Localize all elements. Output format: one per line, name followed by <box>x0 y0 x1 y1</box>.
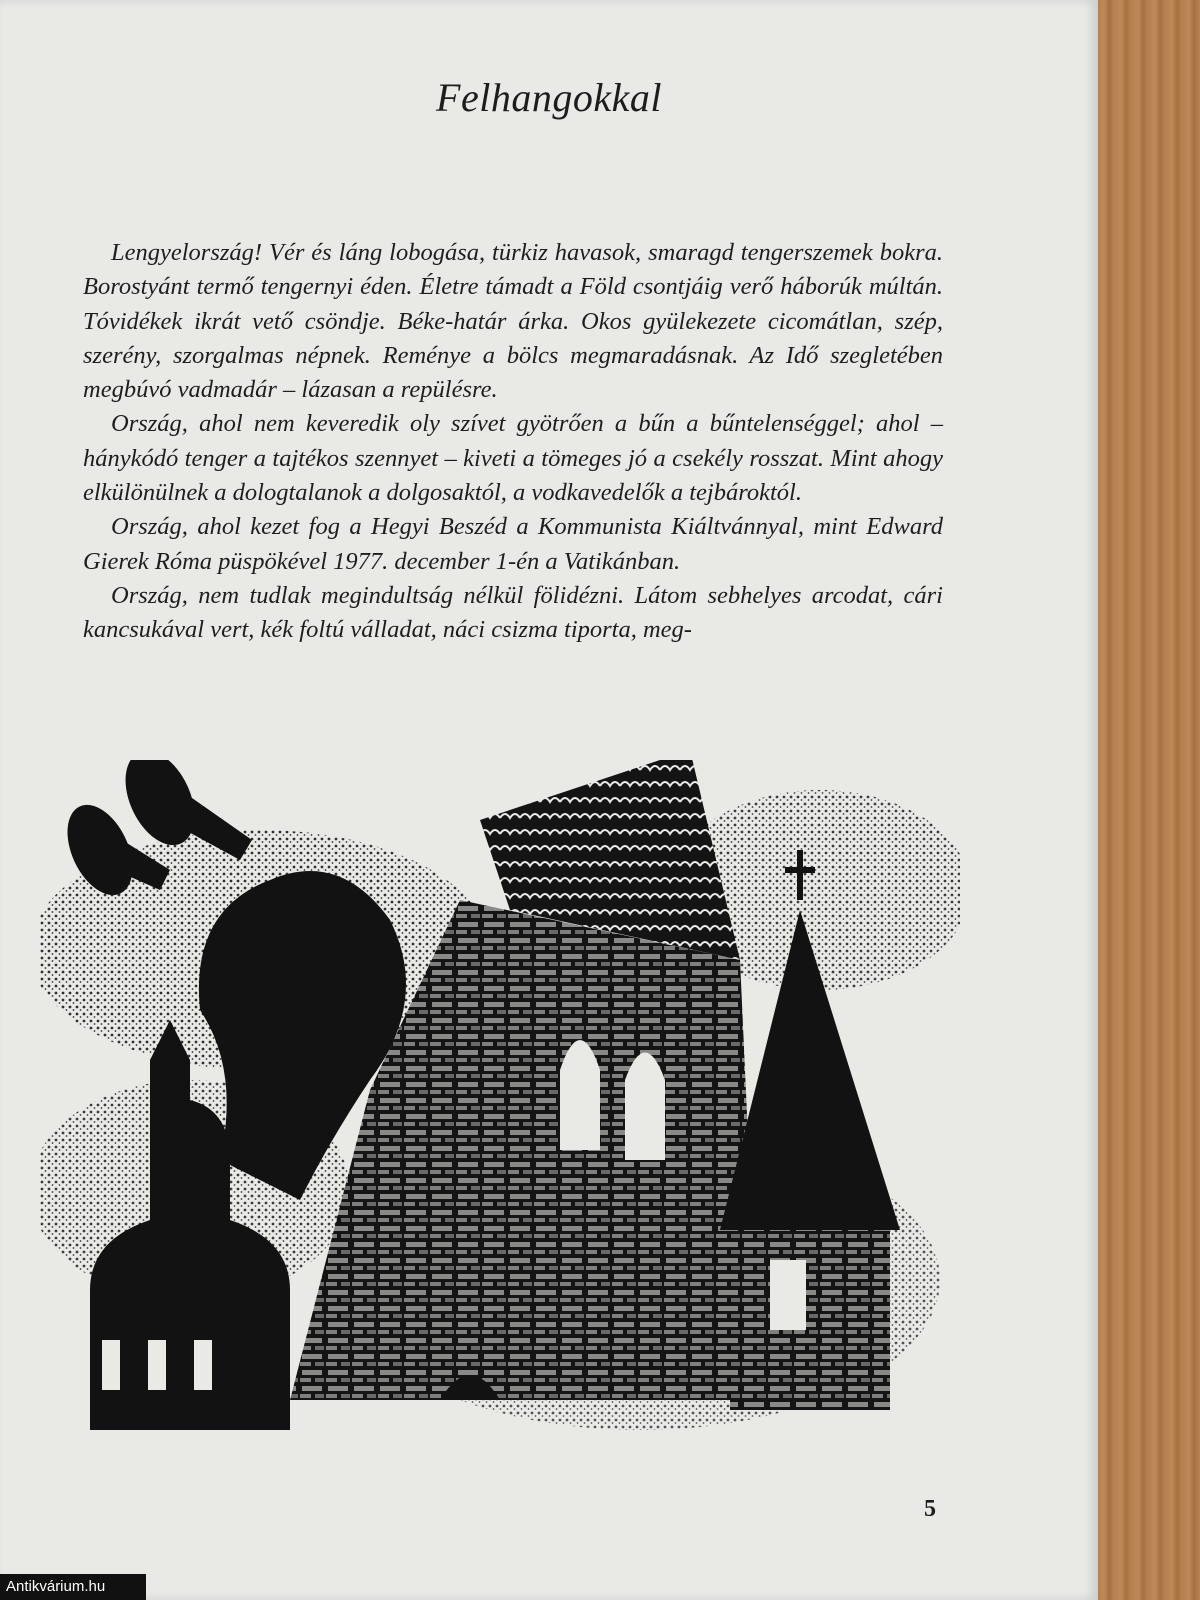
woodcut-illustration <box>40 760 960 1430</box>
paragraph-3: Ország, ahol kezet fog a Hegyi Beszéd a Kommunista Kiáltvánnyal, mint Edward Gierek Róma püspökével 1977. december 1-én a Vatikánban. <box>83 513 943 575</box>
watermark: Antikvárium.hu <box>0 1574 146 1600</box>
wooden-table-background <box>1098 0 1200 1600</box>
page-number: 5 <box>924 1496 936 1522</box>
paragraph-4: Ország, nem tudlak megindultság nélkül fölidézni. Látom sebhelyes arcodat, cári kancsukával vert, kék foltú válladat, náci csizma tiporta, meg- <box>83 581 943 644</box>
paragraph-2: Ország, ahol nem keveredik oly szívet gyötrően a bűn a bűntelenséggel; ahol – hánykódó tenger a tajtékos szennyet – kiveti a tömeges jó a csekély rosszat. Mint ahogy elkülönülnek a dologtalanok a dolgosaktól, a vodkavedelők a tejbároktól. <box>83 410 943 507</box>
paragraph-1: Lengyelország! Vér és láng lobogása, türkiz havasok, smaragd tengerszemek bokra. Borostyánt termő tengernyi éden. Életre támadt a Föld csontjáig verő háborúk múltán. Tóvidékek ikrát vető csöndje. Béke-határ árka. Okos gyülekezete cicomátlan, szép, szerény, szorgalmas népnek. Reménye a bölcs megmaradásnak. Az Idő szegletében megbúvó vadmadár – lázasan a repülésre. <box>83 239 943 404</box>
page-title: Felhangokkal <box>436 75 662 120</box>
body-text <box>83 236 943 648</box>
